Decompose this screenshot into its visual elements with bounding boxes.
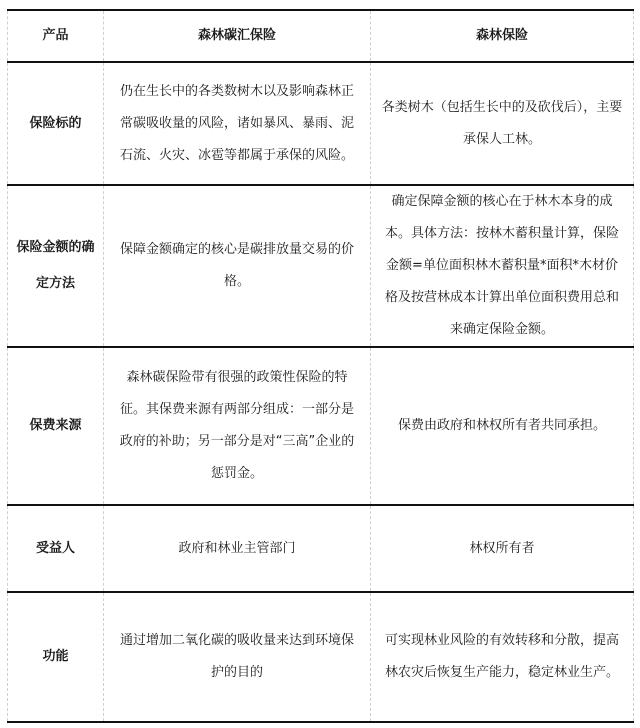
header-carbon-sink-insurance: 森林碳汇保险 [104,10,371,62]
cell-forest: 保费由政府和林权所有者共同承担。 [371,347,634,505]
table-row [8,62,634,185]
table-row [8,185,634,347]
row-label: 受益人 [8,505,104,592]
comparison-table [7,9,634,723]
cell-carbon: 森林碳保险带有很强的政策性保险的特征。其保费来源有两部分组成：一部分是政府的补助；另一部分是对“三高”企业的惩罚金。 [104,347,371,505]
row-label: 保险金额的确定方法 [8,185,104,347]
table-row [8,505,634,592]
cell-forest: 林权所有者 [371,505,634,592]
cell-carbon: 保障金额确定的核心是碳排放量交易的价格。 [104,185,371,347]
cell-forest: 确定保障金额的核心在于林木本身的成本。具体方法：按林木蓄积量计算，保险金额=单位面积林木蓄积量*面积*木材价格及按营林成本计算出单位面积费用总和来确定保险金额。 [371,185,634,347]
cell-carbon: 通过增加二氧化碳的吸收量来达到环境保护的目的 [104,592,371,722]
cell-carbon: 仍在生长中的各类数树木以及影响森林正常碳吸收量的风险，诸如暴风、暴雨、泥石流、火灾、冰雹等都属于承保的风险。 [104,62,371,185]
cell-carbon: 政府和林业主管部门 [104,505,371,592]
table-row [8,347,634,505]
row-label: 保费来源 [8,347,104,505]
cell-forest: 可实现林业风险的有效转移和分散，提高林农灾后恢复生产能力，稳定林业生产。 [371,592,634,722]
table-header-row [8,10,634,62]
header-product: 产品 [8,10,104,62]
row-label: 保险标的 [8,62,104,185]
cell-forest: 各类树木（包括生长中的及砍伐后），主要承保人工林。 [371,62,634,185]
header-forest-insurance: 森林保险 [371,10,634,62]
row-label: 功能 [8,592,104,722]
table-row [8,592,634,722]
